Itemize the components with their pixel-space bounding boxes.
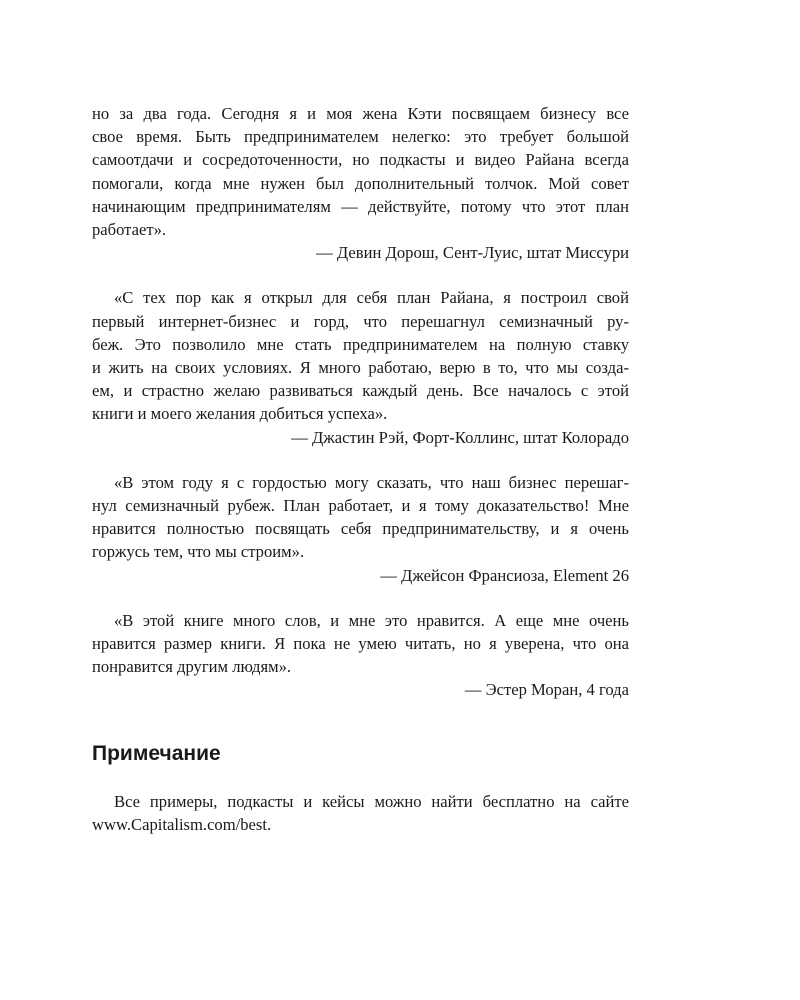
text-line: нул семизначный рубеж. План работает, и я тому доказательство! Мне — [92, 496, 629, 516]
text-line: начинающим предпринимателям — действуйте, потому что этот план — [92, 196, 629, 216]
spacer — [92, 587, 629, 609]
text-line: горжусь тем, что мы строим». — [92, 542, 305, 562]
testimonial-jason — [92, 471, 629, 587]
testimonial-devin — [92, 102, 629, 264]
text-line: Все примеры, подкасты и кейсы можно найти бесплатно на сайте — [114, 791, 629, 811]
spacer — [92, 264, 629, 286]
testimonial-signature: — Джастин Рэй, Форт-Коллинс, штат Колорадо — [291, 427, 629, 447]
text-line: понравится другим людям». — [92, 657, 292, 677]
text-line: «В этом году я с гордостью могу сказать, что наш бизнес перешаг- — [114, 472, 629, 492]
text-line: «С тех пор как я открыл для себя план Райана, я построил свой — [114, 288, 629, 308]
text-line: первый интернет-бизнес и горд, что перешагнул семизначный ру- — [92, 311, 629, 331]
spacer — [92, 449, 629, 471]
text-line: нравится полностью посвящать себя предпринимательству, и я очень — [92, 519, 629, 539]
note-paragraph — [92, 790, 629, 836]
text-line: ем, и страстно желаю развиваться каждый день. Все началось с этой — [92, 381, 629, 401]
testimonial-ester — [92, 609, 629, 702]
text-line: нравится размер книги. Я пока не умею читать, но я уверена, что она — [92, 634, 629, 654]
text-line: самоотдачи и сосредоточенности, но подкасты и видео Райана всегда — [92, 150, 629, 170]
text-line: «В этой книге много слов, и мне это нравится. А еще мне очень — [114, 610, 629, 630]
text-line: www.Capitalism.com/best. — [92, 814, 272, 834]
testimonial-signature: — Эстер Моран, 4 года — [464, 680, 629, 700]
testimonial-signature: — Девин Дорош, Сент-Луис, штат Миссури — [316, 243, 629, 263]
text-line: но за два года. Сегодня я и моя жена Кэти посвящаем бизнесу все — [92, 104, 629, 123]
book-page — [92, 102, 629, 836]
text-line: книги и моего желания добиться успеха». — [92, 404, 388, 424]
testimonial-signature: — Джейсон Франсиоза, Element 26 — [380, 565, 629, 585]
text-line: помогали, когда мне нужен был дополнительный толчок. Мой совет — [92, 173, 629, 193]
text-line: свое время. Быть предпринимателем нелегко: это требует большой — [92, 127, 629, 147]
testimonial-justin — [92, 286, 629, 448]
text-line: беж. Это позволило мне стать предпринимателем на полную ставку — [92, 334, 629, 354]
section-heading: Примечание — [92, 741, 221, 765]
text-line: и жить на своих условиях. Я много работаю, верю в то, что мы созда- — [92, 358, 629, 378]
text-line: работает». — [92, 220, 167, 240]
